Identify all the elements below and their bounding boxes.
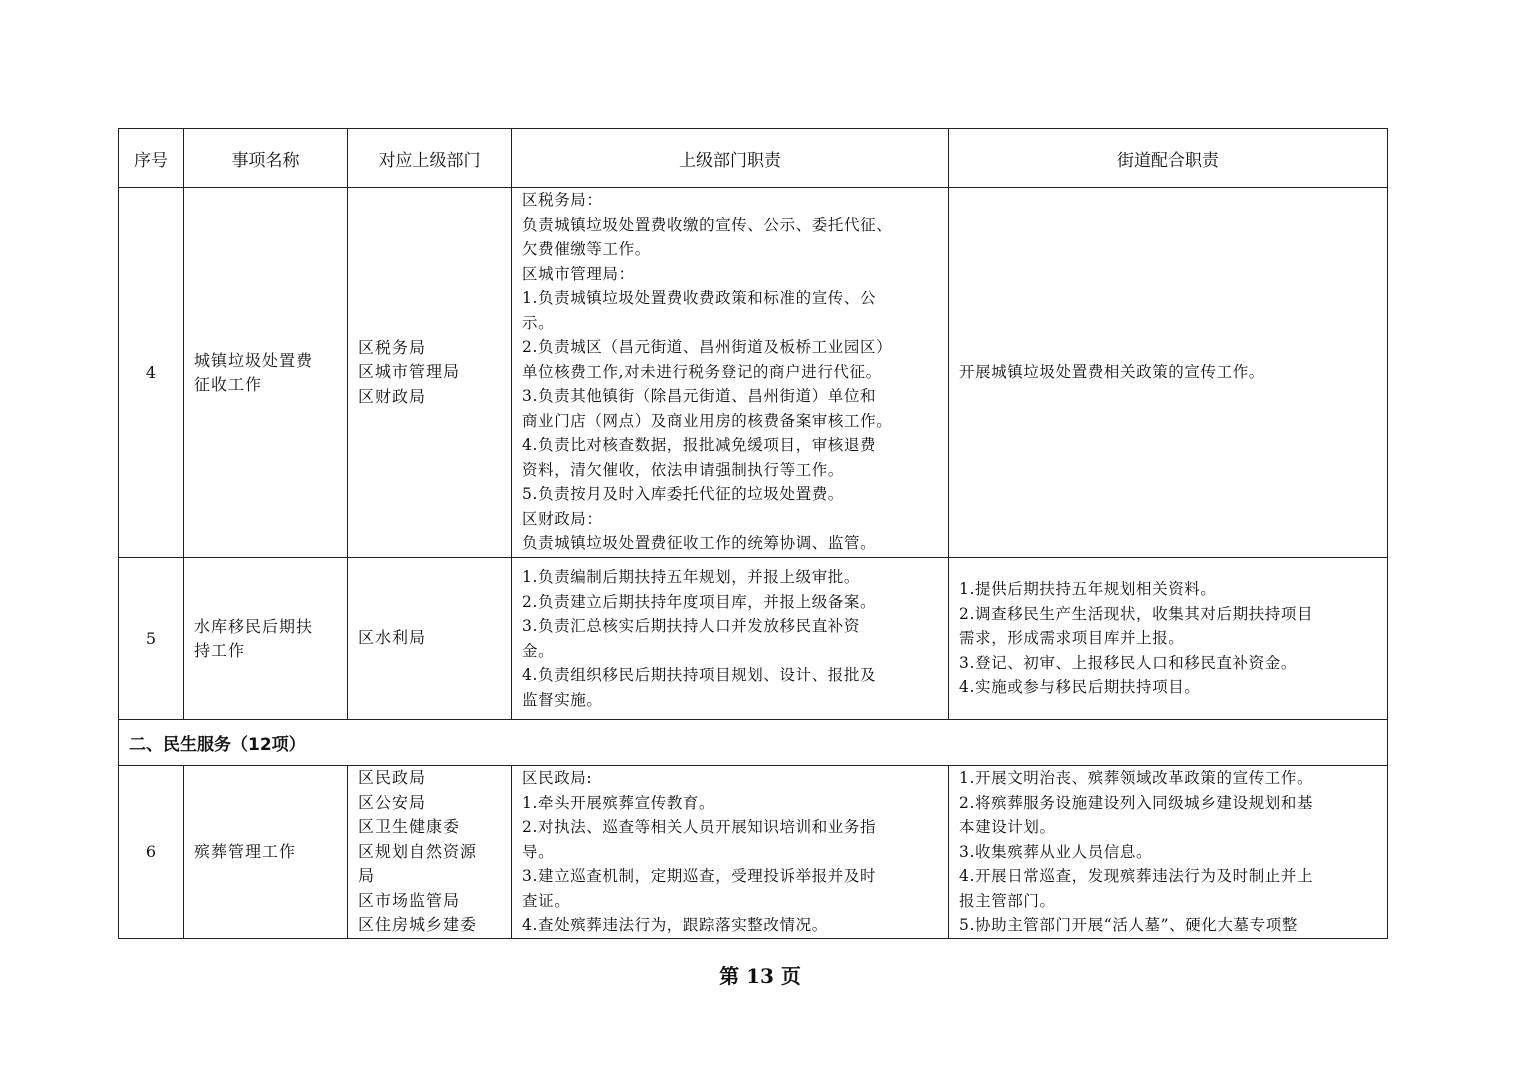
coop-line: 需求，形成需求项目库并上报。 xyxy=(959,629,1185,648)
duty-line: 1.牵头开展殡葬宣传教育。 xyxy=(522,793,716,812)
page-number: 第 13 页 xyxy=(719,964,801,988)
table-row xyxy=(119,558,1388,720)
dept-list xyxy=(348,188,512,558)
duty-line: 区税务局： xyxy=(522,191,603,209)
table-header-row xyxy=(119,129,1388,188)
dept-line: 区财政局 xyxy=(358,386,427,406)
duty-line: 1.负责编制后期扶持五年规划，并报上级审批。 xyxy=(522,568,860,586)
duty-line: 负责城镇垃圾处置费收缴的宣传、公示、委托代征、 xyxy=(522,215,893,234)
duty-line: 负责城镇垃圾处置费征收工作的统筹协调、监管。 xyxy=(522,534,877,552)
dept-line: 区民政局 xyxy=(358,768,427,787)
duty-line: 4.查处殡葬违法行为，跟踪落实整改情况。 xyxy=(522,916,828,934)
dept-duty xyxy=(512,188,949,558)
dept-line: 区水利局 xyxy=(358,628,427,648)
header-dept-duty: 上级部门职责 xyxy=(512,129,949,188)
dept-line: 区规划自然资源 xyxy=(358,841,478,861)
duty-line: 单位核费工作,对未进行税务登记的商户进行代征。 xyxy=(522,362,882,381)
item-name-line: 殡葬管理工作 xyxy=(194,841,297,861)
coop-line: 4.开展日常巡查，发现殡葬违法行为及时制止并上 xyxy=(959,867,1314,885)
item-name-line: 征收工作 xyxy=(194,374,263,394)
coop-line: 报主管部门。 xyxy=(959,891,1056,910)
coop-line: 2.将殡葬服务设施建设列入同级城乡建设规划和基 xyxy=(959,793,1314,812)
duty-line: 区城市管理局： xyxy=(522,264,635,283)
dept-list xyxy=(348,558,512,720)
coop-line: 2.调查移民生产生活现状，收集其对后期扶持项目 xyxy=(959,604,1314,623)
coop-line: 本建设计划。 xyxy=(959,818,1056,836)
duty-line: 3.建立巡查机制，定期巡查，受理投诉举报并及时 xyxy=(522,867,877,885)
duty-line: 4.负责组织移民后期扶持项目规划、设计、报批及 xyxy=(522,666,877,684)
coop-line: 4.实施或参与移民后期扶持项目。 xyxy=(959,678,1201,697)
table-row xyxy=(119,188,1388,558)
section-row xyxy=(119,720,1388,766)
street-duty xyxy=(949,558,1388,720)
duty-line: 查证。 xyxy=(522,891,571,910)
dept-line: 区城市管理局 xyxy=(358,362,461,382)
item-name xyxy=(184,188,348,558)
duty-line: 区财政局： xyxy=(522,509,603,528)
coop-line: 1.开展文明治丧、殡葬领域改革政策的宣传工作。 xyxy=(959,769,1314,787)
duty-line: 1.负责城镇垃圾处置费收费政策和标准的宣传、公 xyxy=(522,289,877,307)
item-name-line: 水库移民后期扶 xyxy=(194,616,314,636)
row-number: 5 xyxy=(119,558,184,720)
duty-line: 2.对执法、巡查等相关人员开展知识培训和业务指 xyxy=(522,818,877,836)
coop-line: 开展城镇垃圾处置费相关政策的宣传工作。 xyxy=(959,363,1265,382)
dept-line: 局 xyxy=(358,866,376,885)
duty-line: 金。 xyxy=(522,641,555,660)
coop-line: 3.登记、初审、上报移民人口和移民直补资金。 xyxy=(959,653,1297,672)
item-name xyxy=(184,766,348,939)
dept-duty xyxy=(512,766,949,939)
dept-line: 区住房城乡建委 xyxy=(358,915,478,934)
item-name-line: 持工作 xyxy=(194,640,246,660)
street-duty xyxy=(949,766,1388,939)
duty-line: 导。 xyxy=(522,842,555,861)
duty-line: 资料，清欠催收，依法申请强制执行等工作。 xyxy=(522,460,845,479)
street-duty xyxy=(949,188,1388,558)
item-name xyxy=(184,558,348,720)
duty-line: 监督实施。 xyxy=(522,690,603,709)
section-title: 二、民生服务（12项） xyxy=(119,720,1388,766)
duty-line: 5.负责按月及时入库委托代征的垃圾处置费。 xyxy=(522,485,844,503)
duty-line: 欠费催缴等工作。 xyxy=(522,240,651,258)
row-number: 6 xyxy=(119,766,184,939)
dept-line: 区公安局 xyxy=(358,792,427,812)
duty-line: 商业门店（网点）及商业用房的核费备案审核工作。 xyxy=(522,411,893,430)
dept-line: 区卫生健康委 xyxy=(358,817,461,836)
row-number: 4 xyxy=(119,188,184,558)
table-row xyxy=(119,766,1388,939)
duty-line: 示。 xyxy=(522,313,555,332)
header-item-name: 事项名称 xyxy=(184,129,348,188)
duty-line: 区民政局: xyxy=(522,769,593,787)
header-street-duty: 街道配合职责 xyxy=(949,129,1388,188)
duty-table xyxy=(118,128,1388,939)
item-name-line: 城镇垃圾处置费 xyxy=(194,350,314,370)
dept-duty xyxy=(512,558,949,720)
header-no: 序号 xyxy=(119,129,184,188)
dept-line: 区税务局 xyxy=(358,337,427,357)
coop-line: 3.收集殡葬从业人员信息。 xyxy=(959,842,1153,861)
coop-line: 5.协助主管部门开展“活人墓”、硬化大墓专项整 xyxy=(959,916,1298,934)
duty-line: 2.负责建立后期扶持年度项目库，并报上级备案。 xyxy=(522,592,877,611)
dept-line: 区市场监管局 xyxy=(358,890,461,910)
duty-line: 2.负责城区（昌元街道、昌州街道及板桥工业园区） xyxy=(522,338,893,356)
dept-list xyxy=(348,766,512,939)
coop-line: 1.提供后期扶持五年规划相关资料。 xyxy=(959,580,1217,599)
duty-line: 4.负责比对核查数据，报批减免缓项目，审核退费 xyxy=(522,436,877,454)
duty-line: 3.负责汇总核实后期扶持人口并发放移民直补资 xyxy=(522,617,860,635)
duty-line: 3.负责其他镇街（除昌元街道、昌州街道）单位和 xyxy=(522,387,877,405)
header-dept: 对应上级部门 xyxy=(348,129,512,188)
